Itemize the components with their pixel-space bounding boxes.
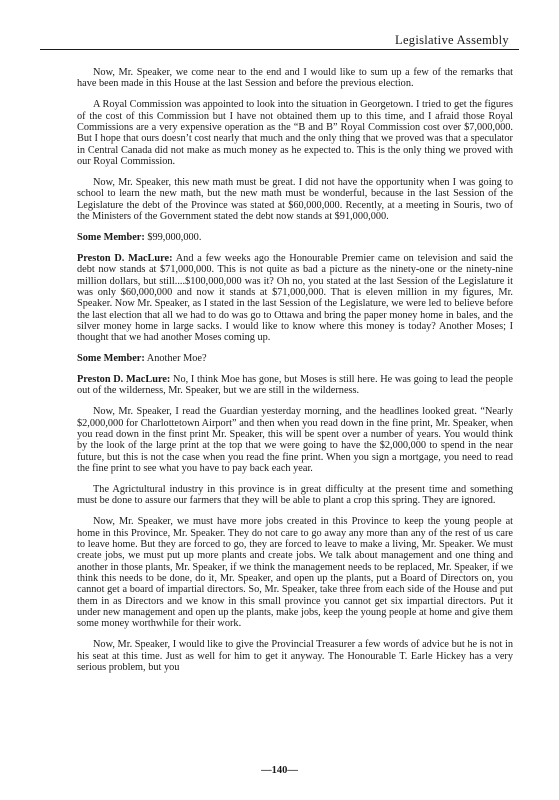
- speaker-name: Some Member:: [77, 231, 145, 243]
- header-title: Legislative Assembly: [395, 33, 509, 47]
- speech-text: $99,000,000.: [147, 231, 202, 243]
- page-body: [77, 67, 513, 683]
- paragraph: Now, Mr. Speaker, I would like to give the Provincial Treasurer a few words of advice but he is not in his seat at this time. Just as well for him to get it anyway. The Honourable T. Earle Hickey has a very serious problem, but you: [77, 639, 513, 674]
- speech-text: And a few weeks ago the Honourable Premier came on television and said the debt now stands at $71,000,000. This is not quite as bad a picture as the ninety-one or the ninety-nine million dollars, but still....$100,000,000 was it? Oh no, you stated at the last Session of the Legislature it was only $60,000,000 and now it stands at $71,000,000. That is eleven million in my figures, Mr. Speaker. Now Mr. Speaker, as I stated in the last Session of the Legislature, we were led to believe before the last election that all we had to do was go to Ottawa and bring the paper money home in bales, and the silver money home in large sacks. I would like to know where this money is today? Another Moses; I thought that we had another Moses coming up.: [77, 252, 513, 344]
- speech-paragraph: [77, 374, 513, 397]
- speech-text: No, I think Moe has gone, but Moses is still here. He was going to lead the people out of the wilderness, Mr. Speaker, but we are still in the wilderness.: [77, 374, 513, 397]
- speaker-name: Some Member:: [77, 353, 145, 365]
- paragraph: Now, Mr. Speaker, we must have more jobs created in this Province to keep the young people at home in this Province, Mr. Speaker. They do not care to go away any more than any of the rest of us care to leave home. But they are forced to go, they are forced to leave to make a living, Mr. Speaker. We must create jobs, we must put up more plants and create jobs. We talk about management and one thing and another in those plants, Mr. Speaker, if we think the management needs to be replaced, Mr. Speaker, if we think this needs to be done, do it, Mr. Speaker, and open up the plants, put a Board of Directors on, you cannot get a board of impartial directors. So, Mr. Speaker, take three from each side of the House and put them in as Directors and we know in this small province you cannot get six impartial directors. Put it under new management and open up the plants, make jobs, keep the young people at home and give them some money worthwhile for their work.: [77, 516, 513, 630]
- running-header: [40, 29, 519, 49]
- header-rule: [40, 49, 519, 50]
- paragraph: Now, Mr. Speaker, I read the Guardian yesterday morning, and the headlines looked great. “Nearly $2,000,000 for Charlottetown Airport” and then when you read down in the fine print, Mr. Speaker, when you read down in the finst print Mr. Speaker, this will be spent over a number of years. You would think by the look of the large print at the top that we were going to have the $2,000,000 to spend in the near future, but this is not the case when you read the fine print. When you sign a mortgage, you need to read the fine print to see what you have to pay back each year.: [77, 406, 513, 475]
- page-number: —140—: [261, 765, 298, 776]
- paragraph: Now, Mr. Speaker, we come near to the end and I would like to sum up a few of the remarks that have been made in this House at the last Session and before the previous election.: [77, 67, 513, 90]
- speech-paragraph: [77, 353, 513, 364]
- speaker-name: Preston D. MacLure:: [77, 374, 171, 386]
- paragraph: Now, Mr. Speaker, this new math must be great. I did not have the opportunity when I was going to school to learn the new math, but the new math must be wonderful, because in the last Session of the Legislature the debt of the Province was stated at $60,000,000. Recently, at a meeting in Souris, two of the Ministers of the Government stated the debt now stands at $91,000,000.: [77, 176, 513, 222]
- speech-paragraph: [77, 232, 513, 243]
- speech-text: Another Moe?: [146, 353, 207, 365]
- paragraph: The Agrictultural industry in this province is in great difficulty at the present time and something must be done to assure our farmers that they will be able to plant a crop this spring. They are ignored.: [77, 484, 513, 507]
- speaker-name: Preston D. MacLure:: [77, 252, 173, 264]
- paragraph: A Royal Commission was appointed to look into the situation in Georgetown. I tried to get the figures of the cost of this Commission but I have not obtained them up to this time, and I afraid those Royal Commissions are a very expensive operation as the “B and B” Royal Commission cost over $7,000,000. But I hope that ours doesn’t cost nearly that much and the only thing that we proved was that a speculator in Central Canada did not make as much money as he expected to. This is the only thing we proved with our Royal Commission.: [77, 99, 513, 167]
- speech-paragraph: [77, 253, 513, 344]
